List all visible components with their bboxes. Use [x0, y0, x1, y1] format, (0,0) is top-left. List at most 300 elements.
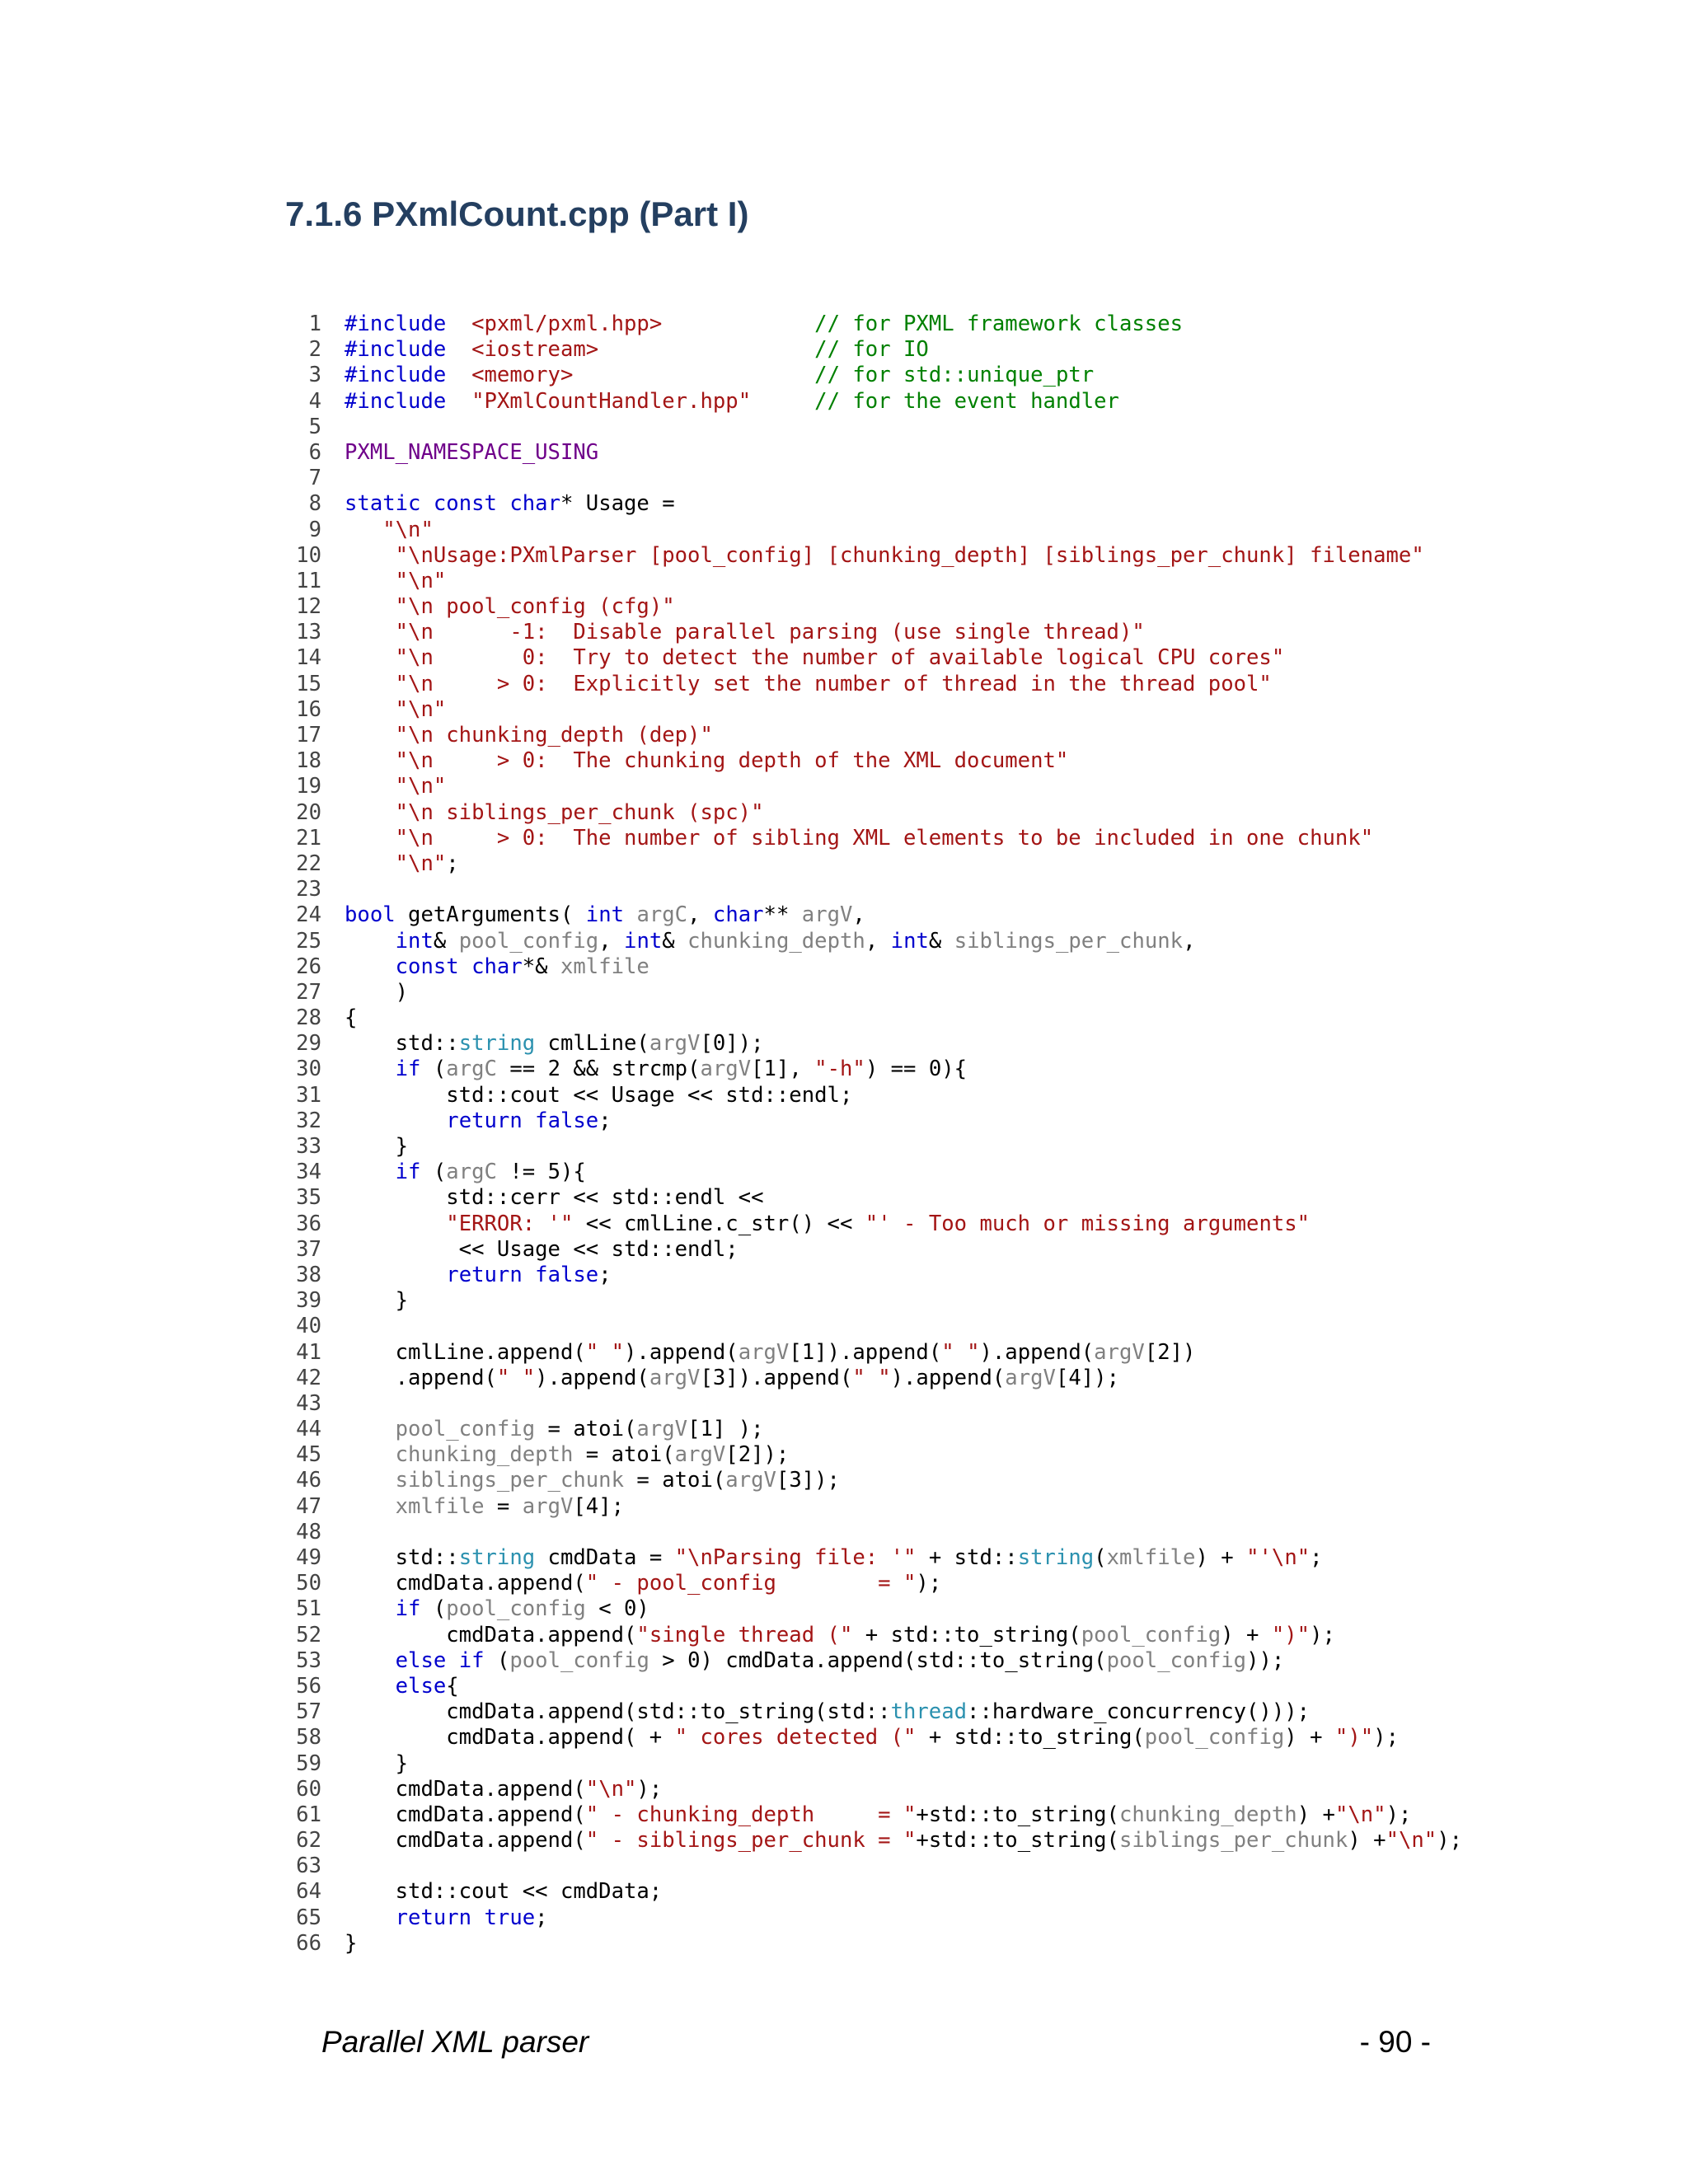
code-token: getArguments(: [395, 902, 586, 928]
code-token: "'\n": [1246, 1545, 1311, 1570]
code-line: [0, 466, 1688, 491]
code-token: ;: [598, 1262, 612, 1287]
code-token: " ": [941, 1339, 980, 1365]
code-token: "\n": [395, 851, 447, 876]
code-text: [345, 748, 1068, 774]
code-line: [0, 1854, 1688, 1879]
code-token: = atoi(: [624, 1468, 726, 1493]
code-token: bool: [345, 902, 396, 928]
line-number: 31: [296, 1082, 321, 1108]
code-token: "\n": [395, 696, 447, 722]
code-line: [0, 1571, 1688, 1596]
code-token: argV: [801, 902, 853, 928]
code-token: "\n": [1386, 1828, 1437, 1854]
code-token: argV: [1005, 1365, 1056, 1390]
code-token: [345, 800, 396, 825]
code-token: <pxml/pxml.hpp>: [471, 312, 663, 336]
line-number: 9: [308, 517, 321, 542]
code-text: [345, 389, 1119, 415]
code-token: // for PXML framework classes: [814, 312, 1184, 336]
code-token: chunking_depth: [1118, 1802, 1297, 1827]
code-text: [345, 1725, 1399, 1750]
code-line: [0, 851, 1688, 877]
code-token: [459, 954, 471, 979]
code-text: [345, 1623, 1335, 1648]
line-number: 38: [296, 1262, 321, 1287]
code-line: [0, 1674, 1688, 1699]
code-token: == 2 && strcmp(: [496, 1057, 701, 1082]
code-token: "\n": [1334, 1802, 1386, 1827]
code-token: cmdData.append(: [345, 1622, 637, 1647]
code-token: [624, 902, 636, 927]
line-number: 21: [296, 825, 321, 851]
line-number: 57: [296, 1699, 321, 1725]
code-token: =: [484, 1493, 523, 1519]
code-token: cmdData =: [535, 1545, 675, 1570]
code-line: [0, 1417, 1688, 1442]
line-number: 48: [296, 1519, 321, 1544]
code-token: #include: [345, 363, 447, 388]
page-number: - 90 -: [1359, 2025, 1431, 2059]
code-token: "\n > 0: The chunking depth of the XML document": [395, 748, 1069, 774]
code-token: false: [535, 1262, 599, 1287]
footer-title: Parallel XML parser: [321, 2025, 589, 2059]
code-token: "\n > 0: Explicitly set the number of thread in the thread pool": [395, 671, 1272, 696]
code-token: [345, 543, 396, 568]
code-token: [446, 389, 471, 414]
line-number: 30: [296, 1057, 321, 1082]
code-token: = atoi(: [535, 1417, 637, 1442]
code-token: string: [1017, 1545, 1095, 1570]
line-number: 46: [296, 1468, 321, 1493]
code-token: ).append(: [890, 1365, 1006, 1390]
code-token: &: [433, 928, 459, 954]
code-token: std::cout << cmdData;: [345, 1879, 663, 1905]
code-token: [345, 1263, 446, 1287]
code-line: [0, 1005, 1688, 1031]
code-token: [345, 954, 396, 979]
code-line: [0, 1212, 1688, 1237]
code-token: }: [345, 1750, 409, 1776]
code-token: [573, 363, 814, 387]
code-line: [0, 389, 1688, 415]
code-token: [0]);: [700, 1031, 764, 1057]
code-line: [0, 1725, 1688, 1750]
code-token: "' - Too much or missing arguments": [865, 1211, 1311, 1236]
code-token: [345, 1442, 396, 1467]
line-number: 49: [296, 1545, 321, 1570]
line-number: 64: [296, 1879, 321, 1905]
line-number: 22: [296, 851, 321, 876]
code-token: else: [395, 1673, 447, 1699]
code-text: [345, 312, 1183, 337]
code-text: [345, 980, 408, 1005]
code-token: << Usage << std::endl;: [345, 1236, 738, 1262]
code-token: cmdData.append(: [345, 1828, 586, 1854]
code-token: int: [890, 928, 929, 954]
code-token: [446, 1648, 458, 1673]
code-text: [345, 800, 764, 826]
code-token: .append(: [345, 1365, 497, 1390]
line-number: 47: [296, 1493, 321, 1519]
code-line: [0, 697, 1688, 723]
code-token: thread: [890, 1699, 968, 1725]
code-token: < 0): [585, 1596, 649, 1622]
code-token: int: [585, 902, 625, 928]
code-text: [345, 1185, 764, 1211]
code-token: pool_config: [446, 1596, 586, 1622]
line-number: 6: [308, 439, 321, 465]
code-line: [0, 1237, 1688, 1263]
code-line: [0, 723, 1688, 748]
code-token: xmlfile: [395, 1493, 485, 1519]
code-token: [345, 774, 396, 799]
code-token: " - chunking_depth = ": [585, 1802, 917, 1827]
code-text: [345, 1340, 1195, 1366]
code-token: argV: [522, 1493, 574, 1519]
code-token: ));: [1246, 1647, 1285, 1673]
code-token: argC: [636, 902, 688, 928]
code-line: [0, 1134, 1688, 1160]
code-token: std::: [345, 1545, 459, 1570]
code-token: (: [420, 1596, 447, 1622]
code-token: ;: [446, 851, 459, 876]
code-token: #include: [345, 388, 447, 414]
code-token: [662, 312, 814, 336]
code-token: ::hardware_concurrency()));: [967, 1699, 1311, 1725]
code-token: [345, 1494, 396, 1519]
code-text: [345, 1777, 662, 1802]
code-token: #include: [345, 312, 447, 336]
code-text: [345, 1751, 408, 1777]
line-number: 19: [296, 774, 321, 799]
code-token: siblings_per_chunk: [395, 1468, 624, 1493]
code-token: "\n 0: Try to detect the number of available logical CPU cores": [395, 645, 1285, 671]
code-text: [345, 1083, 852, 1108]
code-token: string: [458, 1031, 536, 1057]
code-token: if: [395, 1596, 421, 1622]
line-number: 8: [308, 491, 321, 517]
code-text: [345, 1699, 1310, 1725]
code-text: [345, 1160, 586, 1185]
code-token: [345, 826, 396, 851]
code-token: );: [636, 1776, 663, 1802]
code-token: string: [458, 1545, 536, 1570]
code-text: [345, 363, 1094, 388]
code-token: cmlLine.append(: [345, 1339, 586, 1365]
line-number: 34: [296, 1160, 321, 1185]
code-token: + std::to_string(: [852, 1622, 1081, 1647]
code-token: }: [345, 1134, 409, 1159]
code-token: argV: [725, 1468, 776, 1493]
line-number: 7: [308, 466, 321, 491]
line-number: 40: [296, 1314, 321, 1339]
code-token: int: [624, 928, 663, 954]
code-token: [345, 1057, 396, 1081]
code-token: return: [395, 1905, 472, 1930]
code-token: ,: [598, 928, 625, 954]
code-token: &: [662, 928, 688, 954]
code-token: );: [1310, 1622, 1335, 1647]
code-token: ,: [687, 902, 713, 928]
line-number: 41: [296, 1339, 321, 1365]
code-token: int: [395, 928, 434, 954]
code-token: [751, 389, 814, 414]
code-token: [345, 697, 396, 722]
code-token: "\n pool_config (cfg)": [395, 594, 675, 620]
line-number: 53: [296, 1647, 321, 1673]
code-token: "\n chunking_depth (dep)": [395, 723, 713, 748]
code-token: [345, 672, 396, 696]
line-number: 66: [296, 1930, 321, 1956]
code-token: ) == 0){: [865, 1057, 968, 1082]
code-token: [1] );: [687, 1417, 764, 1442]
code-text: [345, 1802, 1411, 1828]
code-token: ) +: [1284, 1725, 1335, 1750]
code-token: [420, 491, 433, 516]
code-line: [0, 363, 1688, 388]
code-token: (: [420, 1057, 447, 1082]
line-number: 24: [296, 902, 321, 928]
code-text: [345, 774, 446, 799]
code-line: [0, 774, 1688, 799]
line-number: 28: [296, 1005, 321, 1031]
code-token: [345, 1905, 396, 1930]
code-text: [345, 518, 434, 543]
line-number: 27: [296, 979, 321, 1005]
code-line: [0, 1083, 1688, 1108]
code-token: char: [471, 954, 523, 979]
code-token: << cmlLine.c_str() <<: [573, 1211, 865, 1236]
code-token: > 0) cmdData.append(std::to_string(: [649, 1647, 1107, 1673]
code-token: ,: [852, 902, 865, 928]
code-line: [0, 491, 1688, 517]
code-line: [0, 312, 1688, 337]
code-token: argV: [649, 1031, 701, 1057]
code-text: [345, 1494, 624, 1520]
code-token: [345, 1596, 396, 1621]
code-text: [345, 1442, 789, 1468]
code-token: [2]): [1144, 1339, 1196, 1365]
code-text: [345, 1108, 612, 1134]
line-number: 15: [296, 671, 321, 696]
code-token: pool_config: [458, 928, 599, 954]
code-token: const: [433, 491, 497, 517]
line-number: 37: [296, 1236, 321, 1262]
code-token: [446, 337, 471, 362]
code-text: [345, 1417, 764, 1442]
code-line: [0, 1828, 1688, 1854]
line-number: 2: [308, 337, 321, 363]
code-token: [345, 1108, 446, 1133]
line-number: 18: [296, 748, 321, 774]
code-line: [0, 902, 1688, 928]
code-token: [3]).append(: [700, 1365, 853, 1390]
code-token: true: [484, 1905, 536, 1930]
line-number: 11: [296, 568, 321, 593]
code-line: [0, 337, 1688, 363]
code-line: [0, 1623, 1688, 1648]
code-token: "\n": [382, 517, 434, 542]
code-token: [345, 645, 396, 670]
code-token: " - siblings_per_chunk = ": [585, 1828, 917, 1854]
code-token: ")": [1334, 1725, 1374, 1750]
code-text: [345, 697, 446, 723]
code-token: "single thread (": [636, 1622, 853, 1647]
code-token: siblings_per_chunk: [954, 928, 1184, 954]
code-token: "\n -1: Disable parallel parsing (use single thread)": [395, 620, 1145, 645]
code-token: char: [712, 902, 764, 928]
code-line: [0, 877, 1688, 902]
code-token: cmdData.append(: [345, 1802, 586, 1827]
code-text: [345, 1931, 357, 1957]
line-number: 5: [308, 414, 321, 439]
line-number: 33: [296, 1134, 321, 1159]
code-text: [345, 826, 1373, 851]
code-text: [345, 1905, 548, 1931]
code-token: ) +: [1296, 1802, 1335, 1827]
code-line: [0, 1648, 1688, 1674]
line-number: 59: [296, 1750, 321, 1776]
code-text: [345, 1057, 967, 1082]
code-token: <iostream>: [471, 337, 599, 363]
code-token: &: [928, 928, 954, 954]
code-token: static: [345, 491, 421, 517]
line-number: 3: [308, 363, 321, 388]
code-text: [345, 1468, 840, 1493]
code-line: [0, 1391, 1688, 1417]
code-token: std::cerr << std::endl <<: [345, 1185, 764, 1211]
code-line: [0, 1494, 1688, 1520]
code-text: [345, 1005, 357, 1031]
code-token: ).append(: [535, 1365, 649, 1390]
line-number: 44: [296, 1417, 321, 1442]
code-line: [0, 543, 1688, 569]
code-token: std::: [345, 1031, 459, 1057]
code-text: [345, 1366, 1119, 1391]
code-token: [471, 1905, 484, 1930]
code-text: [345, 1545, 1323, 1571]
code-token: [345, 748, 396, 773]
code-token: != 5){: [496, 1160, 586, 1185]
code-text: [345, 1571, 941, 1596]
code-line: [0, 1263, 1688, 1288]
code-token: cmdData.append(: [345, 1776, 586, 1802]
code-listing: [0, 312, 1688, 1957]
code-text: [345, 543, 1424, 569]
line-number: 23: [296, 877, 321, 902]
section-heading: 7.1.6 PXmlCount.cpp (Part I): [285, 194, 749, 233]
code-token: "PXmlCountHandler.hpp": [471, 388, 752, 414]
code-token: // for std::unique_ptr: [814, 363, 1095, 388]
code-text: [345, 1288, 408, 1314]
code-token: ,: [865, 928, 891, 954]
code-token: chunking_depth: [395, 1442, 574, 1468]
line-number: 20: [296, 799, 321, 825]
code-token: "\n siblings_per_chunk (spc)": [395, 799, 764, 825]
code-token: false: [535, 1108, 599, 1133]
code-token: [523, 1263, 535, 1287]
code-text: [345, 1879, 662, 1905]
code-token: argC: [446, 1057, 497, 1082]
code-token: [3]);: [776, 1468, 840, 1493]
code-token: std::cout << Usage << std::endl;: [345, 1082, 853, 1108]
code-token: **: [763, 902, 802, 928]
code-text: [345, 620, 1145, 645]
code-token: [1]).append(: [789, 1339, 942, 1365]
code-line: [0, 594, 1688, 620]
code-token: PXML_NAMESPACE_USING: [345, 439, 599, 465]
code-text: [345, 1674, 459, 1699]
code-token: [345, 1160, 396, 1184]
code-token: " ": [852, 1365, 891, 1390]
line-number: 51: [296, 1596, 321, 1622]
line-number: 52: [296, 1622, 321, 1647]
line-number: 62: [296, 1828, 321, 1854]
code-text: [345, 1031, 764, 1057]
code-token: "\n": [395, 774, 447, 799]
code-token: argV: [1094, 1339, 1145, 1365]
code-line: [0, 954, 1688, 980]
code-token: argV: [674, 1442, 726, 1468]
code-token: [345, 518, 382, 542]
line-number: 56: [296, 1673, 321, 1699]
line-number: 60: [296, 1776, 321, 1802]
code-token: *&: [522, 954, 560, 979]
code-token: [345, 929, 396, 954]
code-text: [345, 1263, 612, 1288]
code-line: [0, 826, 1688, 851]
code-line: [0, 929, 1688, 954]
code-text: [345, 851, 459, 877]
code-token: if: [458, 1647, 485, 1673]
code-line: [0, 1185, 1688, 1211]
code-token: [2]);: [725, 1442, 790, 1468]
code-token: cmdData.append( +: [345, 1725, 675, 1750]
code-token: [446, 312, 471, 336]
code-token: ;: [1310, 1545, 1323, 1570]
code-text: [345, 645, 1284, 671]
code-token: cmlLine(: [535, 1031, 649, 1057]
code-token: [345, 1648, 396, 1673]
code-line: [0, 1288, 1688, 1314]
line-number: 12: [296, 594, 321, 620]
code-token: "ERROR: '": [446, 1211, 574, 1236]
code-token: +std::to_string(: [916, 1802, 1119, 1827]
code-token: [345, 1212, 446, 1236]
code-token: return: [446, 1262, 523, 1287]
code-line: [0, 440, 1688, 466]
code-text: [345, 491, 675, 517]
line-number: 25: [296, 928, 321, 954]
code-token: = atoi(: [573, 1442, 675, 1468]
line-number: 29: [296, 1031, 321, 1057]
code-token: );: [916, 1571, 942, 1596]
line-number: 17: [296, 723, 321, 748]
code-line: [0, 672, 1688, 697]
code-text: [345, 1134, 408, 1160]
code-token: [345, 569, 396, 593]
code-token: [523, 1108, 535, 1133]
code-line: [0, 1340, 1688, 1366]
code-line: [0, 1931, 1688, 1957]
line-number: 61: [296, 1802, 321, 1827]
line-number: 1: [308, 312, 321, 336]
code-text: [345, 440, 598, 466]
code-token: [345, 1417, 396, 1441]
code-text: [345, 929, 1196, 954]
line-number: 32: [296, 1108, 321, 1133]
